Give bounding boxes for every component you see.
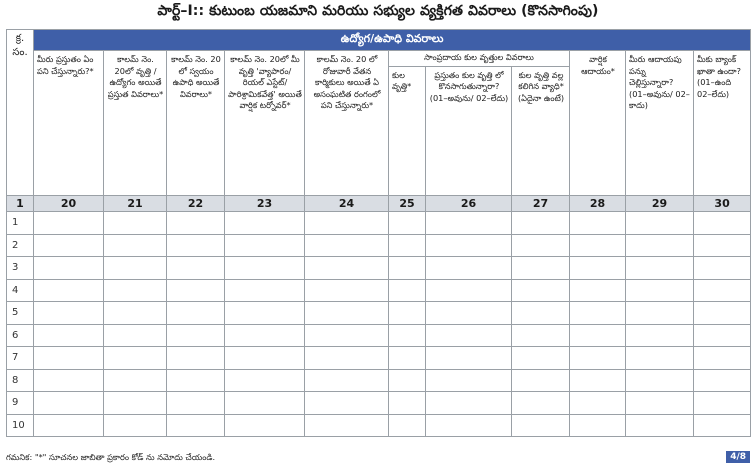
table-row	[7, 369, 751, 392]
entry-cell-col-28[interactable]	[570, 324, 626, 347]
entry-cell-col-20[interactable]	[34, 234, 104, 257]
table-row	[7, 414, 751, 437]
entry-cell-col-28[interactable]	[570, 369, 626, 392]
column-number: 1	[7, 196, 34, 212]
table-row	[7, 302, 751, 325]
entry-cell-col-21[interactable]	[104, 369, 167, 392]
entry-cell-col-20[interactable]	[34, 369, 104, 392]
entry-cell-col-24[interactable]	[305, 369, 389, 392]
entry-cell-col-21[interactable]	[104, 414, 167, 437]
row-number: 3	[7, 257, 34, 280]
entry-cell-col-21[interactable]	[104, 302, 167, 325]
entry-cell-col-30[interactable]	[694, 347, 751, 370]
entry-cell-col-25[interactable]	[389, 279, 426, 302]
entry-cell-col-25[interactable]	[389, 257, 426, 280]
entry-cell-col-24[interactable]	[305, 392, 389, 415]
entry-cell-col-29[interactable]	[626, 212, 694, 235]
column-number: 20	[34, 196, 104, 212]
column-number: 27	[512, 196, 570, 212]
entry-cell-col-20[interactable]	[34, 257, 104, 280]
question-26: ప్రస్తుతం కుల వృత్తి లో కొనసాగుతున్నారా? (01–అవును/ 02–లేదు)	[426, 66, 512, 195]
entry-cell-col-27[interactable]	[512, 212, 570, 235]
entry-cell-col-26[interactable]	[426, 392, 512, 415]
entry-cell-col-28[interactable]	[570, 212, 626, 235]
row-number: 2	[7, 234, 34, 257]
question-23: కాలమ్ నెం. 20లో మీ వృత్తి 'వ్యాపారం/ రియల్ ఎస్టేట్/ పారిశ్రామికవేత్త' అయితే వార్షిక టర్నోవర్*	[225, 51, 305, 196]
question-27: కుల వృత్తి వల్ల కలిగిన వ్యాధి* (ఏదైనా ఉంటే)	[512, 66, 570, 195]
entry-cell-col-26[interactable]	[426, 279, 512, 302]
entry-cell-col-23[interactable]	[225, 212, 305, 235]
entry-cell-col-23[interactable]	[225, 279, 305, 302]
row-number: 10	[7, 414, 34, 437]
entry-cell-col-26[interactable]	[426, 257, 512, 280]
entry-cell-col-26[interactable]	[426, 414, 512, 437]
entry-cell-col-30[interactable]	[694, 324, 751, 347]
entry-cell-col-30[interactable]	[694, 257, 751, 280]
entry-cell-col-21[interactable]	[104, 257, 167, 280]
entry-cell-col-30[interactable]	[694, 392, 751, 415]
entry-cell-col-26[interactable]	[426, 234, 512, 257]
entry-cell-col-30[interactable]	[694, 302, 751, 325]
entry-cell-col-24[interactable]	[305, 302, 389, 325]
entry-cell-col-21[interactable]	[104, 234, 167, 257]
entry-cell-col-29[interactable]	[626, 234, 694, 257]
column-number: 30	[694, 196, 751, 212]
entry-cell-col-28[interactable]	[570, 279, 626, 302]
entry-cell-col-28[interactable]	[570, 414, 626, 437]
entry-cell-col-25[interactable]	[389, 392, 426, 415]
table-row	[7, 392, 751, 415]
row-number: 4	[7, 279, 34, 302]
entry-cell-col-30[interactable]	[694, 212, 751, 235]
entry-cell-col-28[interactable]	[570, 257, 626, 280]
entry-cell-col-24[interactable]	[305, 324, 389, 347]
entry-cell-col-22[interactable]	[167, 234, 225, 257]
column-number: 23	[225, 196, 305, 212]
entry-cell-col-25[interactable]	[389, 212, 426, 235]
question-28: వార్షిక ఆదాయం*	[570, 51, 626, 196]
question-29: మీరు ఆదాయపు పన్ను చెల్లిస్తున్నారా? (01–అవును/ 02–కాదు)	[626, 51, 694, 196]
entry-cell-col-24[interactable]	[305, 347, 389, 370]
entry-cell-col-28[interactable]	[570, 234, 626, 257]
entry-cell-col-28[interactable]	[570, 392, 626, 415]
entry-cell-col-30[interactable]	[694, 279, 751, 302]
entry-cell-col-23[interactable]	[225, 369, 305, 392]
question-22: కాలమ్ నెం. 20 లో స్వయం ఉపాధి అయితే వివరాలు*	[167, 51, 225, 196]
entry-cell-col-30[interactable]	[694, 414, 751, 437]
survey-table	[6, 29, 751, 437]
caste-occupation-subheader: సాంప్రదాయ కుల వృత్తుల వివరాలు	[389, 51, 570, 67]
entry-cell-col-24[interactable]	[305, 279, 389, 302]
table-row	[7, 347, 751, 370]
entry-cell-col-25[interactable]	[389, 347, 426, 370]
entry-cell-col-26[interactable]	[426, 302, 512, 325]
entry-cell-col-29[interactable]	[626, 369, 694, 392]
section-header: ఉద్యోగ/ఉపాధి వివరాలు	[34, 30, 751, 51]
entry-cell-col-20[interactable]	[34, 302, 104, 325]
entry-cell-col-27[interactable]	[512, 279, 570, 302]
entry-cell-col-28[interactable]	[570, 347, 626, 370]
entry-cell-col-22[interactable]	[167, 392, 225, 415]
entry-cell-col-23[interactable]	[225, 324, 305, 347]
entry-cell-col-24[interactable]	[305, 234, 389, 257]
entry-cell-col-24[interactable]	[305, 257, 389, 280]
entry-cell-col-30[interactable]	[694, 369, 751, 392]
entry-cell-col-29[interactable]	[626, 257, 694, 280]
entry-cell-col-21[interactable]	[104, 392, 167, 415]
serial-number-header: క్ర. సం.	[7, 30, 34, 196]
entry-cell-col-20[interactable]	[34, 324, 104, 347]
table-row	[7, 324, 751, 347]
entry-cell-col-26[interactable]	[426, 212, 512, 235]
entry-cell-col-29[interactable]	[626, 279, 694, 302]
table-row	[7, 234, 751, 257]
entry-cell-col-20[interactable]	[34, 392, 104, 415]
entry-cell-col-22[interactable]	[167, 302, 225, 325]
entry-cell-col-22[interactable]	[167, 257, 225, 280]
entry-cell-col-27[interactable]	[512, 392, 570, 415]
entry-cell-col-20[interactable]	[34, 279, 104, 302]
entry-cell-col-29[interactable]	[626, 392, 694, 415]
entry-cell-col-27[interactable]	[512, 257, 570, 280]
column-number: 25	[389, 196, 426, 212]
entry-cell-col-29[interactable]	[626, 347, 694, 370]
entry-cell-col-23[interactable]	[225, 302, 305, 325]
question-21: కాలమ్ నెం. 20లో వృత్తి / ఉద్యోగం అయితే ప్రస్తుత వివరాలు*	[104, 51, 167, 196]
row-number: 6	[7, 324, 34, 347]
column-number: 29	[626, 196, 694, 212]
entry-cell-col-22[interactable]	[167, 279, 225, 302]
entry-cell-col-27[interactable]	[512, 302, 570, 325]
entry-cell-col-25[interactable]	[389, 414, 426, 437]
question-25: కుల వృత్తి*	[389, 66, 426, 195]
entry-cell-col-28[interactable]	[570, 302, 626, 325]
row-number: 8	[7, 369, 34, 392]
column-number: 21	[104, 196, 167, 212]
entry-cell-col-22[interactable]	[167, 369, 225, 392]
entry-cell-col-27[interactable]	[512, 414, 570, 437]
entry-cell-col-26[interactable]	[426, 324, 512, 347]
entry-cell-col-29[interactable]	[626, 302, 694, 325]
entry-cell-col-27[interactable]	[512, 347, 570, 370]
entry-cell-col-21[interactable]	[104, 212, 167, 235]
page-title: పార్ట్–I:: కుటుంబ యజమాని మరియు సభ్యుల వ్యక్తిగత వివరాలు (కొనసాగింపు)	[157, 3, 599, 19]
entry-cell-col-26[interactable]	[426, 369, 512, 392]
entry-cell-col-23[interactable]	[225, 392, 305, 415]
column-number: 22	[167, 196, 225, 212]
entry-cell-col-22[interactable]	[167, 347, 225, 370]
entry-cell-col-29[interactable]	[626, 414, 694, 437]
table-row	[7, 257, 751, 280]
entry-cell-col-23[interactable]	[225, 347, 305, 370]
entry-cell-col-21[interactable]	[104, 347, 167, 370]
entry-cell-col-21[interactable]	[104, 279, 167, 302]
entry-cell-col-26[interactable]	[426, 347, 512, 370]
entry-cell-col-30[interactable]	[694, 234, 751, 257]
entry-cell-col-25[interactable]	[389, 369, 426, 392]
footer-note: గమనిక: "*" సూచనల జాబితా ప్రకారం కోడ్ ను నమోదు చేయండి.	[6, 452, 216, 462]
entry-cell-col-22[interactable]	[167, 414, 225, 437]
entry-cell-col-27[interactable]	[512, 324, 570, 347]
entry-cell-col-24[interactable]	[305, 212, 389, 235]
entry-cell-col-27[interactable]	[512, 369, 570, 392]
question-24: కాలమ్ నెం. 20 లో రోజువారీ వేతన కార్మికులు అయితే ఏ అసంఘటిత రంగంలో పని చేస్తున్నారు*	[305, 51, 389, 196]
row-number: 9	[7, 392, 34, 415]
page-indicator: 4/8	[726, 451, 750, 463]
entry-cell-col-25[interactable]	[389, 324, 426, 347]
table-row	[7, 212, 751, 235]
question-20: మీరు ప్రస్తుతం ఏం పని చేస్తున్నారు?*	[34, 51, 104, 196]
entry-cell-col-27[interactable]	[512, 234, 570, 257]
entry-cell-col-25[interactable]	[389, 302, 426, 325]
column-number: 24	[305, 196, 389, 212]
column-number: 26	[426, 196, 512, 212]
entry-cell-col-24[interactable]	[305, 414, 389, 437]
table-row	[7, 279, 751, 302]
row-number: 5	[7, 302, 34, 325]
entry-cell-col-23[interactable]	[225, 234, 305, 257]
entry-cell-col-20[interactable]	[34, 347, 104, 370]
row-number: 7	[7, 347, 34, 370]
entry-cell-col-22[interactable]	[167, 212, 225, 235]
entry-cell-col-20[interactable]	[34, 414, 104, 437]
row-number: 1	[7, 212, 34, 235]
entry-cell-col-22[interactable]	[167, 324, 225, 347]
entry-cell-col-29[interactable]	[626, 324, 694, 347]
entry-cell-col-20[interactable]	[34, 212, 104, 235]
entry-cell-col-23[interactable]	[225, 257, 305, 280]
question-30: మీకు బ్యాంక్ ఖాతా ఉందా? (01–ఉంది 02–లేదు)	[694, 51, 751, 196]
entry-cell-col-23[interactable]	[225, 414, 305, 437]
entry-cell-col-25[interactable]	[389, 234, 426, 257]
column-number: 28	[570, 196, 626, 212]
entry-cell-col-21[interactable]	[104, 324, 167, 347]
